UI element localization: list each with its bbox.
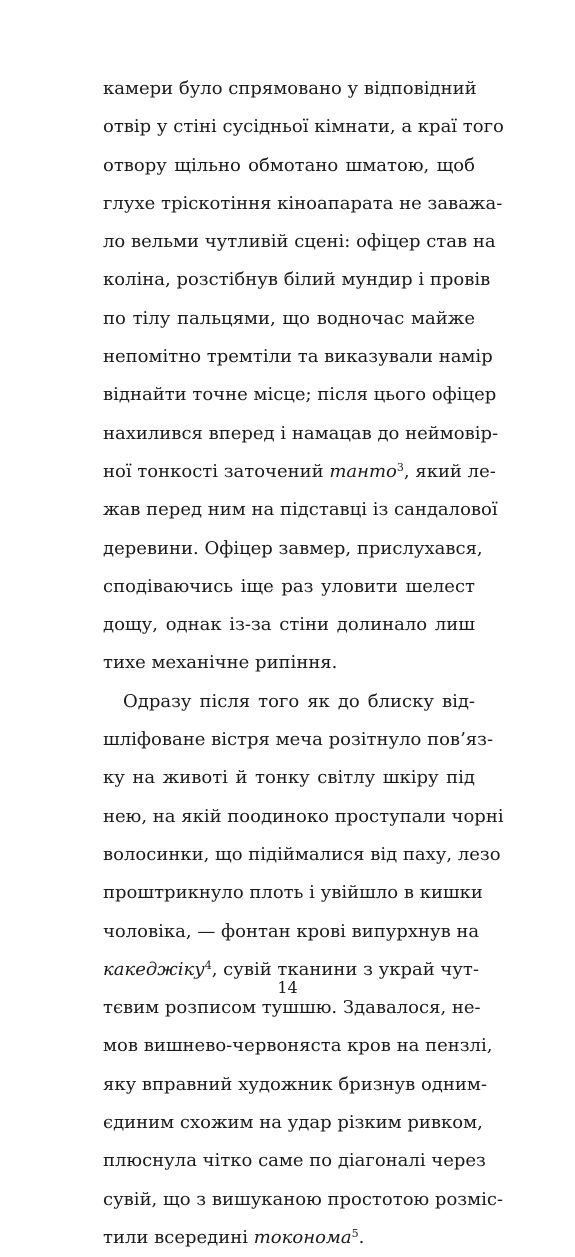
text-line-content: отвору щільно обмотано шматою, щоб — [103, 154, 475, 176]
page-number: 14 — [277, 978, 298, 997]
text-line — [103, 721, 494, 759]
text-line — [103, 606, 475, 644]
text-line-content: тихе механічне рипіння. — [103, 652, 338, 674]
text-line-content: плюснула чітко саме по діагоналі через — [103, 1150, 486, 1172]
text-line-content: проштрикнуло плоть і увійшло в кишки — [103, 882, 483, 904]
text-segment: тили всередині — [103, 1226, 254, 1248]
text-line — [103, 147, 475, 185]
text-segment: ної тонкості заточений — [103, 460, 330, 482]
text-line — [103, 874, 483, 912]
text-line-content: камери було спрямовано у відповідний — [103, 78, 477, 99]
text-line-content: сподіваючись іще раз уловити шелест — [103, 575, 475, 597]
text-line — [103, 1027, 493, 1065]
text-line-content: деревини. Офіцер завмер, прислухався, — [103, 537, 483, 559]
text-line-content: коліна, розстібнув білий мундир і провів — [103, 269, 491, 291]
text-segment: , який ле- — [403, 460, 496, 482]
text-line-content: мов вишнево-червоняста кров на пензлі, — [103, 1035, 493, 1057]
text-line — [103, 376, 497, 414]
text-line — [103, 108, 504, 146]
text-line-content: тєвим розписом тушшю. Здавалося, не- — [103, 997, 481, 1019]
text-line — [103, 644, 475, 682]
footnote-ref: 5 — [351, 1226, 359, 1240]
text-line — [103, 798, 504, 836]
text-line — [103, 1104, 483, 1142]
text-line-content: дощу, однак із-за стіни долинало лиш — [103, 614, 475, 636]
text-line — [103, 1066, 487, 1104]
text-line-content: чоловіка, — фонтан крові випурхнув на — [103, 920, 480, 942]
italic-term: танто — [329, 460, 397, 482]
text-line — [103, 759, 475, 797]
text-line — [103, 491, 498, 529]
italic-term: какеджіку — [103, 958, 205, 980]
footnote-ref: 3 — [396, 460, 404, 474]
text-line-content: шліфоване вістря меча розітнуло пов’яз- — [103, 729, 494, 751]
text-line — [103, 1181, 504, 1219]
text-line — [103, 300, 475, 338]
text-line — [103, 261, 491, 299]
text-line-content: жав перед ним на підставці із сандалової — [103, 499, 498, 521]
text-line — [103, 223, 496, 261]
text-line — [103, 1219, 475, 1257]
text-line — [103, 683, 475, 721]
text-line — [103, 185, 503, 223]
text-line-content: ло вельми чутливій сцені: офіцер став на — [103, 231, 496, 253]
text-line-content: сувій, що з вишуканою простотою розміс- — [103, 1188, 504, 1210]
text-line — [103, 338, 493, 376]
text-segment: , сувій тканини з украй чут- — [211, 958, 479, 980]
text-line-content: по тілу пальцями, що водночас майже — [103, 307, 475, 329]
text-line-content: волосинки, що підіймалися від паху, лезо — [103, 843, 501, 865]
text-line — [103, 913, 480, 951]
text-line — [103, 415, 499, 453]
text-line-content: непомітно тремтіли та виказували намір — [103, 346, 493, 368]
footnote-ref: 4 — [204, 958, 212, 972]
text-line-content: ку на животі й тонку світлу шкіру під — [103, 767, 475, 789]
text-line-content — [103, 453, 496, 491]
body-text — [103, 70, 504, 1257]
text-line-content — [103, 1219, 475, 1257]
text-line — [103, 530, 483, 568]
text-segment: . — [358, 1226, 365, 1248]
text-line — [103, 568, 475, 606]
text-line-content: глухе тріскотіння кіноапарата не заважа- — [103, 192, 503, 214]
text-line — [103, 453, 496, 491]
italic-term: токонома — [253, 1226, 352, 1248]
text-line-content: єдиним схожим на удар різким ривком, — [103, 1112, 483, 1134]
text-line-content: нахилився вперед і намацав до неймовір- — [103, 422, 499, 444]
text-line — [103, 836, 501, 874]
text-line — [103, 70, 475, 108]
text-line-content: отвір у стіні сусідньої кімнати, а краї того — [103, 116, 504, 138]
text-line-content: Одразу після того як до блиску від- — [123, 690, 475, 712]
text-line-content: віднайти точне місце; після цього офіцер — [103, 384, 497, 406]
text-line-content: яку вправний художник бризнув одним- — [103, 1073, 487, 1095]
text-line-content: нею, на якій поодиноко проступали чорні — [103, 805, 504, 827]
text-line — [103, 1142, 486, 1180]
